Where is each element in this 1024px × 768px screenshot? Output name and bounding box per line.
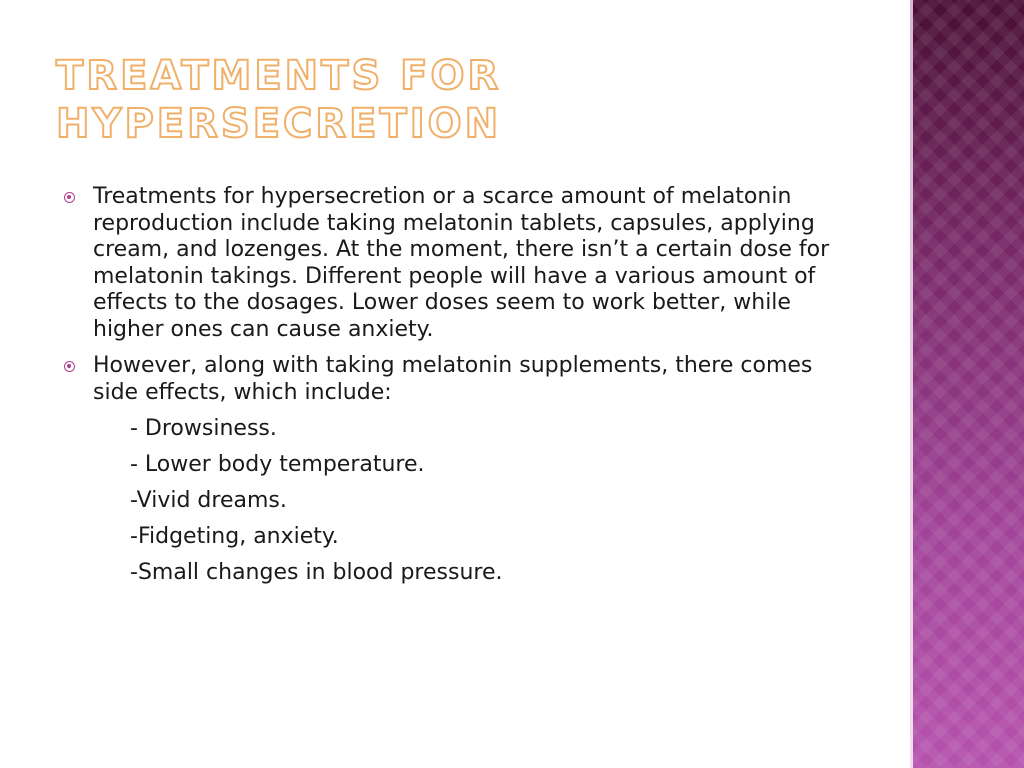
bullet-circle-icon <box>64 361 75 372</box>
side-effect-item: - Drowsiness. <box>130 416 277 441</box>
title-line-1: TREATMENTS FOR <box>56 53 502 99</box>
bullet-circle-icon <box>64 192 75 203</box>
slide-body <box>62 184 842 586</box>
side-effect-item: -Small changes in blood pressure. <box>130 560 503 585</box>
title-line-2: HYPERSECRETION <box>56 101 502 147</box>
decorative-side-band <box>913 0 1024 768</box>
bullet-item <box>62 353 842 406</box>
bullet-text: However, along with taking melatonin supplements, there comes side effects, which include: <box>93 353 813 405</box>
slide-title <box>56 52 876 148</box>
side-effect-item: - Lower body temperature. <box>130 452 425 477</box>
side-effect-item: -Vivid dreams. <box>130 488 287 513</box>
side-effect-item: -Fidgeting, anxiety. <box>130 524 339 549</box>
bullet-text: Treatments for hypersecretion or a scarce amount of melatonin reproduction include taking melatonin tablets, capsules, applying cream, and lozenges. At the moment, there isn’t a certain dose for melatonin takings. Different people will have a various amount of effects to the dosages. Lower doses seem to work better, while higher ones can cause anxiety. <box>93 184 830 342</box>
bullet-item <box>62 184 842 343</box>
